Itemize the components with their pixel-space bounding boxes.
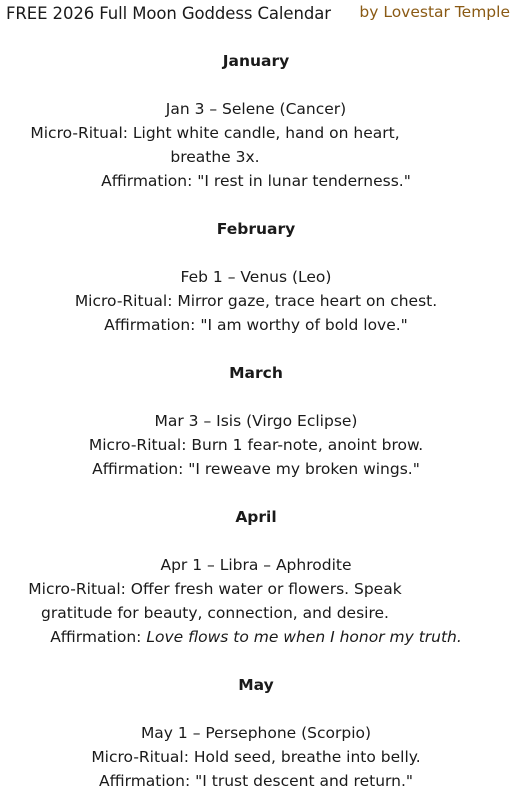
affirmation: [0, 457, 512, 481]
month-heading: March: [229, 364, 283, 382]
moon-date: Jan 3 – Selene (Cancer): [165, 100, 347, 118]
affirmation: [0, 769, 512, 793]
moon-date: May 1 – Persephone (Scorpio): [140, 724, 372, 742]
affirmation: [0, 313, 512, 337]
month-section-may: [0, 673, 512, 793]
page-header: [0, 0, 512, 30]
affirmation-text: "I trust descent and return.": [195, 772, 413, 790]
affirmation-label: Affirmation:: [104, 316, 201, 334]
moon-date: Mar 3 – Isis (Virgo Eclipse): [154, 412, 358, 430]
affirmation-text: "I am worthy of bold love.": [200, 316, 408, 334]
calendar-content: [0, 49, 512, 793]
month-section-march: [0, 361, 512, 481]
month-heading: April: [235, 508, 277, 526]
affirmation-label: Affirmation:: [92, 460, 189, 478]
byline-link[interactable]: by Lovestar Temple: [359, 3, 510, 21]
affirmation-label: Affirmation:: [50, 628, 147, 646]
micro-ritual: Micro-Ritual: Burn 1 fear-note, anoint brow.: [88, 436, 424, 454]
moon-date: Apr 1 – Libra – Aphrodite: [160, 556, 352, 574]
month-section-february: [0, 217, 512, 337]
page-title: FREE 2026 Full Moon Goddess Calendar: [6, 4, 331, 23]
moon-date: Feb 1 – Venus (Leo): [180, 268, 332, 286]
affirmation: [0, 625, 512, 649]
micro-ritual: Micro-Ritual: Offer fresh water or flowers. Speak gratitude for beauty, connection, and desire.: [28, 580, 402, 622]
affirmation: [0, 169, 512, 193]
month-heading: February: [216, 220, 296, 238]
affirmation-text: Love flows to me when I honor my truth.: [146, 628, 462, 646]
affirmation-label: Affirmation:: [101, 172, 198, 190]
affirmation-text: "I rest in lunar tenderness.": [197, 172, 411, 190]
month-section-january: [0, 49, 512, 193]
month-heading: May: [238, 676, 274, 694]
month-section-april: [0, 505, 512, 649]
affirmation-text: "I reweave my broken wings.": [188, 460, 420, 478]
micro-ritual: Micro-Ritual: Hold seed, breathe into belly.: [91, 748, 421, 766]
micro-ritual: Micro-Ritual: Mirror gaze, trace heart on chest.: [74, 292, 438, 310]
month-heading: January: [222, 52, 290, 70]
micro-ritual: Micro-Ritual: Light white candle, hand on heart, breathe 3x.: [30, 124, 400, 166]
affirmation-label: Affirmation:: [99, 772, 196, 790]
